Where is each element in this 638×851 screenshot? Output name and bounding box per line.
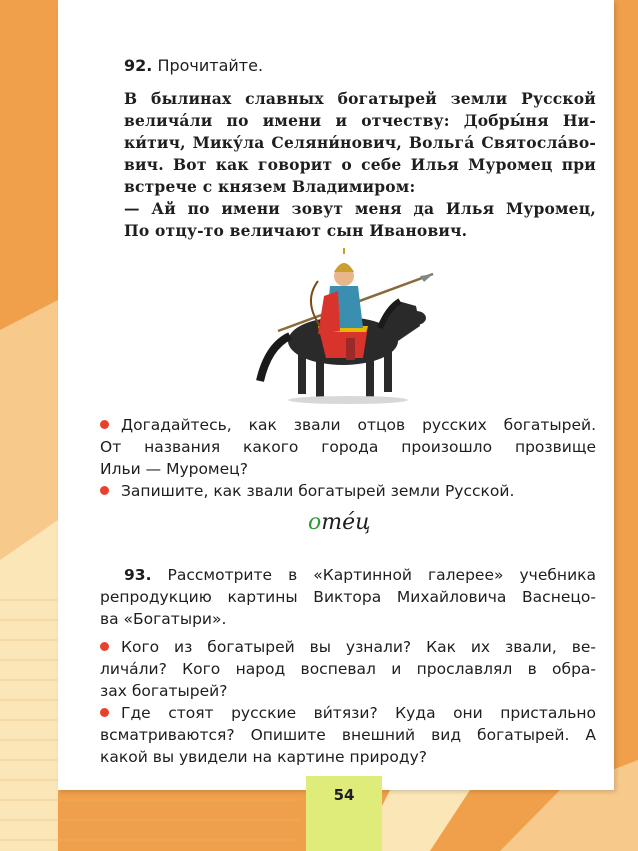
text-line: ки́тич, Мику́ла Селяни́нович, Вольгá Святослáво- bbox=[124, 133, 596, 152]
exercise-93-line: всматриваются? Опишите внешний вид богатырей. А bbox=[100, 726, 596, 744]
text-line: встрече с князем Владимиром: bbox=[124, 177, 416, 196]
text-line: вич. Вот как говорит о себе Илья Муромец при bbox=[124, 155, 596, 174]
exercise-92-title bbox=[124, 56, 596, 75]
quote-line: — Ай по имени зовут меня да Илья Муромец, bbox=[124, 199, 596, 218]
task-line: Запишите, как звали богатырей земли Русской. bbox=[100, 480, 596, 502]
exercise-93-line: какой вы увидели на картине природу? bbox=[100, 748, 427, 766]
page-number: 54 bbox=[333, 786, 355, 804]
text-line: В былинах славных богатырей земли Русской bbox=[124, 89, 596, 108]
exercise-93-line: ва «Богатыри». bbox=[100, 610, 227, 628]
exercise-93-line: зах богатырей? bbox=[100, 682, 228, 700]
handwritten-sample-word bbox=[308, 510, 370, 535]
exercise-93-number: 93. bbox=[124, 566, 152, 584]
bylina-text bbox=[124, 88, 596, 242]
task-line: Ильи — Муромец? bbox=[100, 460, 248, 478]
bullet-icon bbox=[100, 642, 109, 651]
bogatyr-on-horse-illustration bbox=[248, 246, 438, 406]
text-line: величáли по имени и отчеству: Добры́ня Ни- bbox=[124, 111, 596, 130]
exercise-93-line: Кого из богатырей вы узнали? Как их звали, ве- bbox=[100, 636, 596, 658]
task-line: Догадайтесь, как звали отцов русских богатырей. bbox=[100, 414, 596, 436]
sample-first-letter: о bbox=[308, 510, 322, 535]
bullet-icon bbox=[100, 420, 109, 429]
exercise-93-line: Где стоят русские ви́тязи? Куда они пристально bbox=[100, 702, 596, 724]
exercise-93 bbox=[100, 564, 596, 768]
quote-line: По отцу-то величают сын Иванович. bbox=[124, 221, 468, 240]
task-line: От названия какого города произошло прозвище bbox=[100, 438, 596, 456]
bullet-icon bbox=[100, 708, 109, 717]
exercise-93-line: личáли? Кого народ воспевал и прославлял в обра- bbox=[100, 660, 596, 678]
exercise-92-number: 92. bbox=[124, 56, 153, 75]
exercise-93-line: репродукцию картины Виктора Михайловича Васнецо- bbox=[100, 588, 596, 606]
exercise-93-line: 93. Рассмотрите в «Картинной галерее» учебника bbox=[124, 566, 597, 584]
bullet-icon bbox=[100, 486, 109, 495]
exercise-92-tasks bbox=[100, 414, 596, 502]
sample-rest: тéц bbox=[321, 510, 371, 535]
exercise-92-instruction: Прочитайте. bbox=[157, 56, 264, 75]
